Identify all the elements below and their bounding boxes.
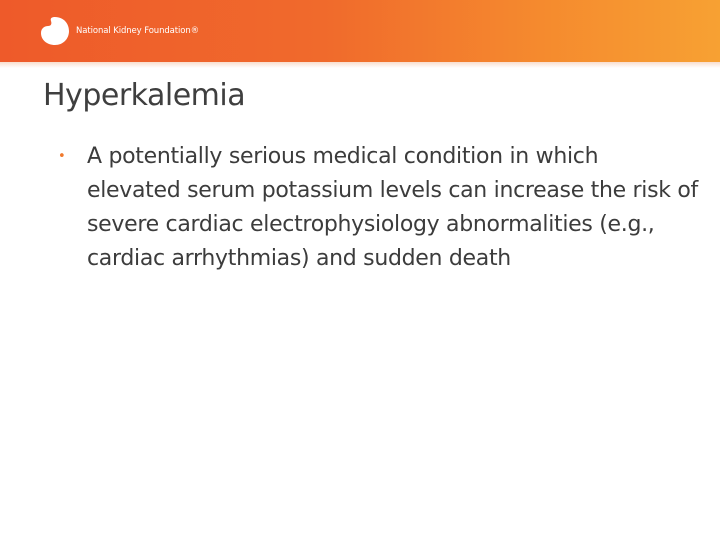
bullet-list: [58, 140, 698, 276]
bullet-text: A potentially serious medical condition in which elevated serum potassium levels can increase the risk of severe cardiac electrophysiology abnormalities (e.g., cardiac arrhythmias) and sudden death: [87, 144, 699, 271]
logo-text: National Kidney Foundation®: [76, 26, 200, 36]
header-band: [0, 0, 720, 62]
bullet-item: [58, 140, 698, 276]
kidney-bean-icon: [38, 14, 72, 48]
nkf-logo: [38, 14, 199, 48]
slide-title: Hyperkalemia: [43, 78, 246, 113]
bullet-marker: •: [58, 149, 66, 164]
